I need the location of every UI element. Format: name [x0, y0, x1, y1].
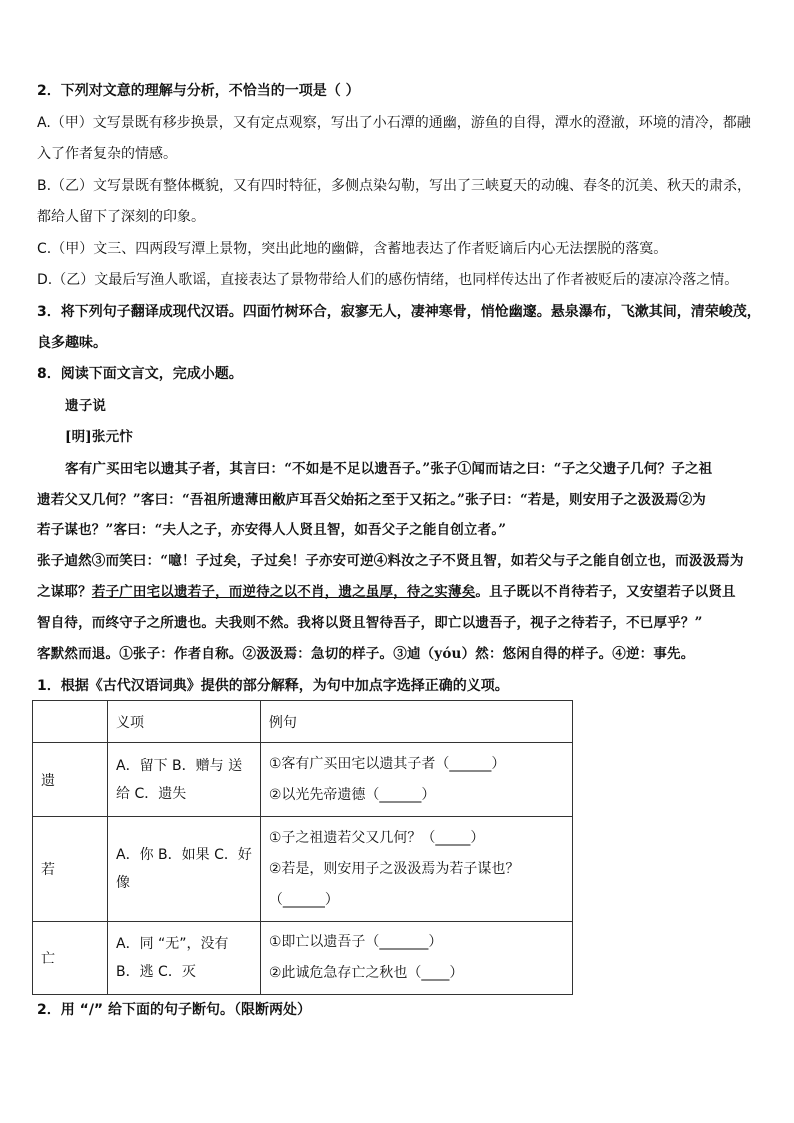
table-row	[33, 817, 573, 922]
example-line: ②以光先帝遗德（______）	[268, 786, 436, 803]
table-header-row	[33, 701, 573, 743]
example-line: ①客有广买田宅以遗其子者（______）	[268, 755, 506, 772]
passage-line-6: 智自待，而终守子之所遗也。夫我则不然。我将以贤且智待吾子，即亡以遗吾子，视子之待若子，不已厚乎？”	[37, 615, 703, 631]
question-8-intro: 8．阅读下面文言文，完成小题。	[37, 366, 243, 382]
header-meaning: 义项	[108, 701, 261, 743]
header-example: 例句	[260, 701, 572, 743]
row-meaning	[108, 922, 261, 995]
option-a-line-2: 入了作者复杂的情感。	[37, 146, 177, 162]
passage-line-5-end: 。且子既以不肖待若子，又安望若子以贤且	[475, 584, 736, 600]
option-d: D.（乙）文最后写渔人歌谣，直接表达了景物带给人们的感伤情绪，也同样传达出了作者被贬后的凄凉冷落之情。	[37, 272, 739, 288]
passage-author: [明]张元忭	[65, 429, 133, 445]
question-2-stem: 2．下列对文意的理解与分析，不恰当的一项是（ ）	[37, 83, 360, 99]
example-line: ①子之祖遗若父又几何？（_____）	[268, 829, 485, 846]
passage-line-2: 遗若父又几何？”客曰：“吾祖所遗薄田敝庐耳吾父始拓之至于又拓之。”张子曰：“若是，则安用子之汲汲焉②为	[37, 492, 707, 508]
meaning-line: B．逃 C．灭	[116, 964, 196, 980]
table-row	[33, 922, 573, 995]
meaning-line: A．留下 B．赠与 送	[116, 757, 243, 774]
row-char: 遗	[33, 743, 108, 817]
option-b-line-1: B.（乙）文写景既有整体概貌，又有四时特征，多侧点染勾勒，写出了三峡夏天的动魄、春冬的沉美、秋天的肃杀，	[37, 178, 752, 194]
example-line: ②此诚危急存亡之秋也（____）	[268, 965, 464, 981]
vocabulary-table	[32, 700, 573, 995]
meaning-line: A．你 B．如果 C．好	[116, 847, 252, 863]
option-a-line-1: A.（甲）文写景既有移步换景，又有定点观察，写出了小石潭的通幽，游鱼的自得，潭水的澄澈，环境的清冷，都融	[37, 115, 751, 131]
row-char: 若	[33, 817, 108, 922]
passage-line-4: 张子逌然③而笑曰：“噫！子过矣，子过矣！子亦安可逆④料汝之子不贤且智，如若父与子之能自创立也，而汲汲焉为	[37, 553, 744, 569]
example-line: ①即亡以遗吾子（_______）	[268, 934, 443, 950]
passage-line-5	[37, 582, 759, 602]
question-3-line-2: 良多趣味。	[37, 335, 107, 351]
header-empty-cell	[33, 701, 108, 743]
row-char: 亡	[33, 922, 108, 995]
table-row	[33, 743, 573, 817]
passage-line-5-start: 之谋耶？	[37, 584, 92, 600]
question-8-1-stem: 1．根据《古代汉语词典》提供的部分解释，为句中加点字选择正确的义项。	[37, 678, 509, 694]
meaning-line: 像	[116, 875, 130, 891]
question-3-line-1: 3．将下列句子翻译成现代汉语。四面竹树环合，寂寥无人，凄神寒骨，悄怆幽邃。悬泉瀑布，飞漱其间，清荣峻茂，	[37, 304, 761, 320]
option-b-line-2: 都给人留下了深刻的印象。	[37, 209, 205, 225]
option-c: C.（甲）文三、四两段写潭上景物，突出此地的幽僻，含蓄地表达了作者贬谪后内心无法摆脱的落寞。	[37, 241, 668, 257]
row-meaning	[108, 817, 261, 922]
row-example	[260, 922, 572, 995]
passage-title: 遗子说	[65, 398, 107, 414]
row-example	[260, 817, 572, 922]
question-8-2-stem: 2．用 “/” 给下面的句子断句。（限断两处）	[37, 1002, 312, 1018]
row-example	[260, 743, 572, 817]
meaning-line: 给 C．遗失	[116, 785, 187, 802]
meaning-line: A．同 “无”，没有	[116, 936, 229, 952]
underlined-sentence: 若子广田宅以遗若子，而逆待之以不肖，遗之虽厚，待之实薄矣	[91, 584, 476, 600]
passage-line-1: 客有广买田宅以遗其子者，其言曰：“不如是不足以遗吾子。”张子①闻而诘之曰：“子之父遗子几何？子之祖	[65, 461, 713, 477]
row-meaning	[108, 743, 261, 817]
passage-line-3: 若子谋也？”客曰：“夫人之子，亦安得人人贤且智，如吾父子之能自创立者。”	[37, 522, 507, 538]
example-line: ②若是，则安用子之汲汲焉为若子谋也？	[268, 860, 520, 877]
passage-notes: 客默然而退。①张子：作者自称。②汲汲焉：急切的样子。③逌（yóu）然：悠闲自得的样子。④逆：事先。	[37, 646, 695, 662]
example-line: （______）	[268, 891, 339, 908]
